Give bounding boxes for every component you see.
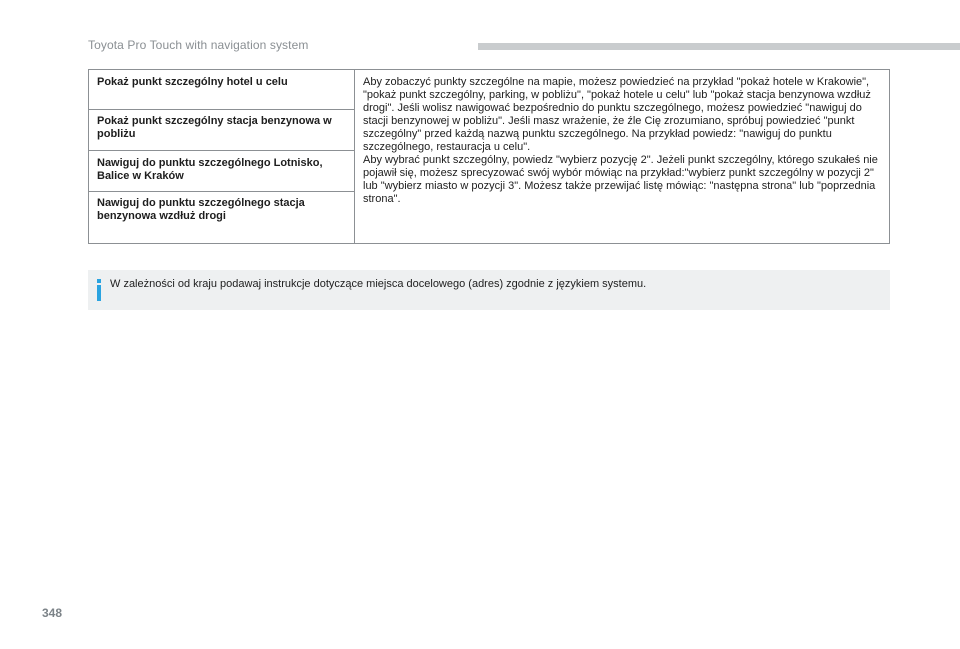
info-note: [88, 270, 890, 310]
row-divider: [89, 109, 354, 110]
command-column: [89, 70, 355, 243]
description-paragraph: Aby wybrać punkt szczególny, powiedz "wybierz pozycję 2". Jeżeli punkt szczególny, którego szukałeś nie pojawił się, możesz sprecyzować swój wybór mówiąc na przykład:"wybierz punkt szczególny w pozycji 2" lub "wybierz miasto w pozycji 3". Możesz także przewijać listę mówiąc: "następna strona" lub "poprzednia strona".: [363, 154, 878, 205]
command-cell: Nawiguj do punktu szczególnego Lotnisko, Balice w Kraków: [97, 157, 323, 182]
row-divider: [89, 150, 354, 151]
description-paragraph: Aby zobaczyć punkty szczególne na mapie, możesz powiedzieć na przykład "pokaż hotele w Krakowie", "pokaż punkt szczególny, parking, w pobliżu", "pokaż hotele u celu" lub "pokaż stacja benzynowa wzdłuż drogi". Jeśli wolisz nawigować bezpośrednio do punktu szczególnego, możesz powiedzieć "nawiguj do stacji benzynowej w pobliżu". Jeśli masz wrażenie, że źle Cię zrozumiano, spróbuj powiedzieć "punkt szczególny" przed każdą nazwą punktu szczególnego. Na przykład powiedz: "nawiguj do punktu szczególnego, restauracja u celu".: [363, 76, 871, 153]
command-cell: Pokaż punkt szczególny hotel u celu: [97, 76, 288, 88]
command-cell: Nawiguj do punktu szczególnego stacja benzynowa wzdłuż drogi: [97, 197, 305, 222]
info-icon: [94, 279, 104, 301]
page-number: 348: [42, 606, 63, 620]
row-divider: [89, 191, 354, 192]
note-text: W zależności od kraju podawaj instrukcje dotyczące miejsca docelowego (adres) zgodnie z językiem systemu.: [110, 278, 647, 290]
header-bar: [478, 43, 960, 50]
header-title: Toyota Pro Touch with navigation system: [88, 38, 309, 52]
voice-command-table: [88, 69, 890, 244]
command-cell: Pokaż punkt szczególny stacja benzynowa w pobliżu: [97, 115, 332, 140]
description-column: [355, 70, 889, 243]
